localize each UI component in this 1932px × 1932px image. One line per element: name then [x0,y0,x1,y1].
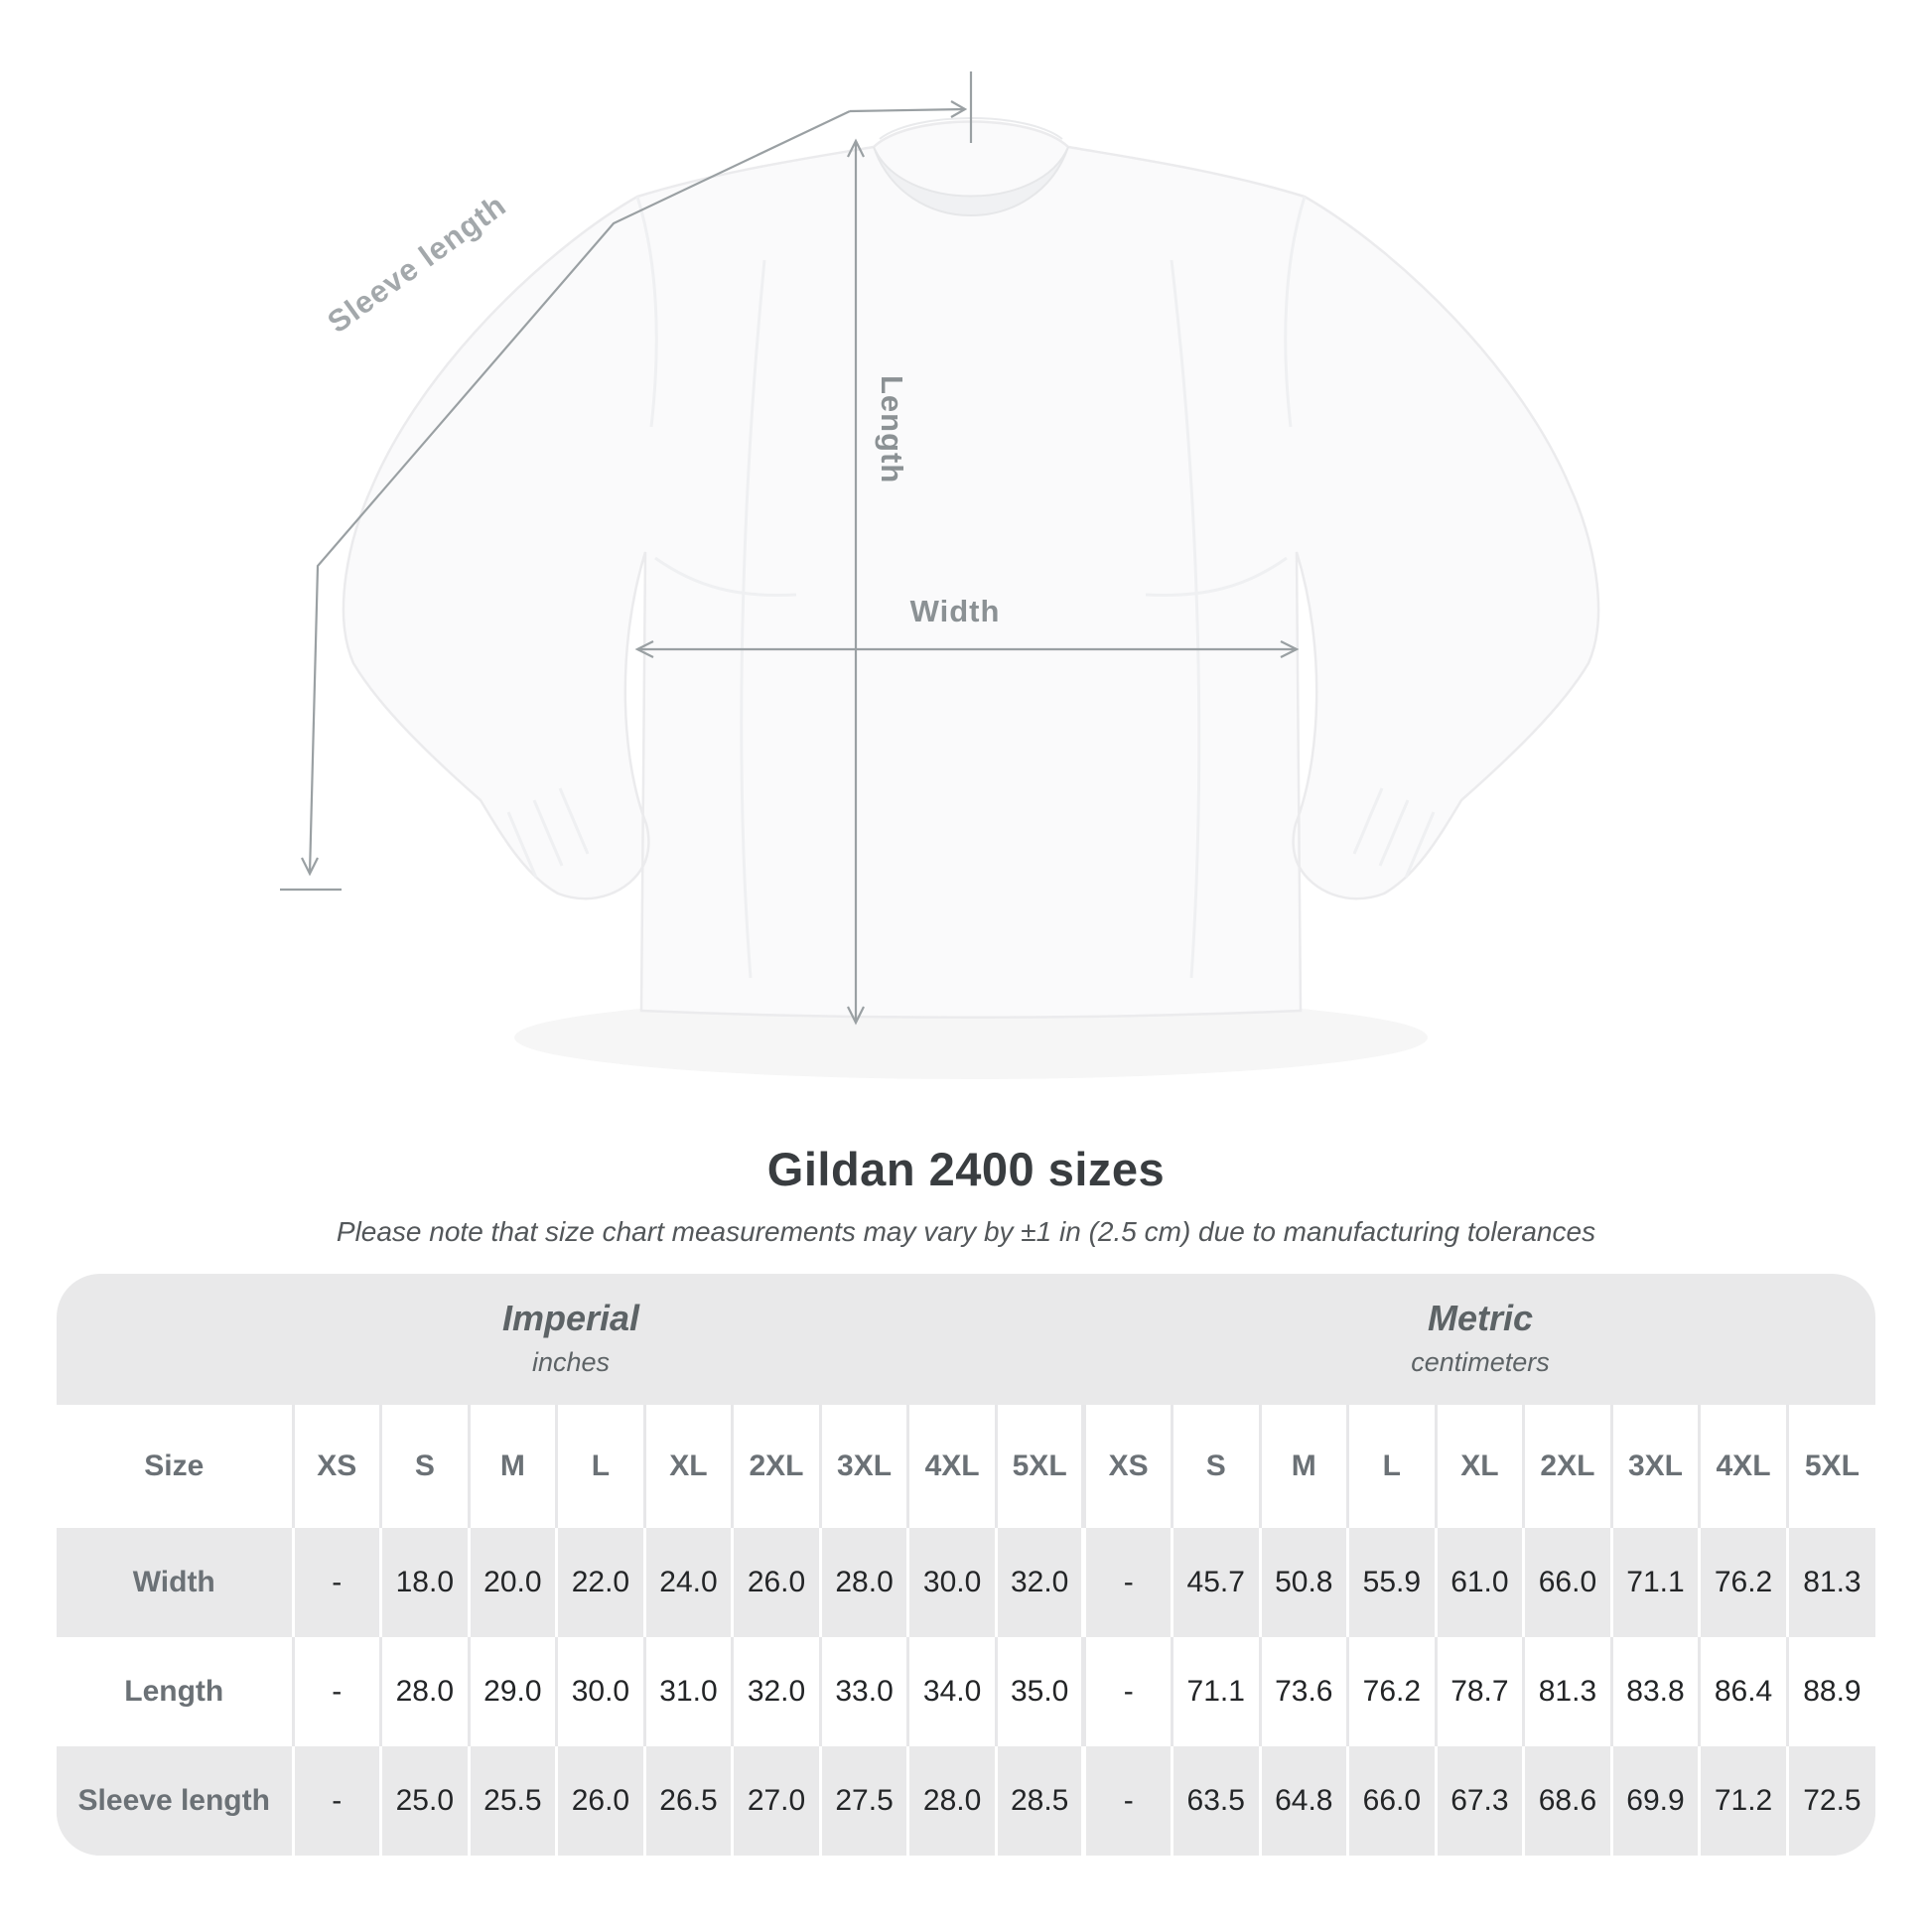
size-header-imperial-3xl: 3XL [820,1405,908,1528]
value-length-imperial-m: 29.0 [469,1637,557,1746]
size-table [57,1274,1875,1856]
row-label-sleeve-length: Sleeve length [77,1784,270,1817]
size-header-metric-3xl: 3XL [1611,1405,1700,1528]
page-title: Gildan 2400 sizes [766,1143,1166,1195]
value-sleeve-length-metric-3xl: 69.9 [1611,1746,1700,1856]
page-subtitle: Please note that size chart measurements may vary by ±1 in (2.5 cm) due to manufacturing tolerances [336,1216,1596,1247]
value-width-imperial-4xl: 30.0 [908,1528,997,1637]
table-row-sleeve-length [57,1746,1875,1856]
value-width-metric-4xl: 76.2 [1700,1528,1788,1637]
value-length-metric-xs: - [1084,1637,1173,1746]
value-length-metric-m: 73.6 [1260,1637,1348,1746]
value-width-metric-2xl: 66.0 [1524,1528,1612,1637]
value-length-imperial-s: 28.0 [381,1637,470,1746]
value-width-imperial-3xl: 28.0 [820,1528,908,1637]
value-length-metric-4xl: 86.4 [1700,1637,1788,1746]
value-length-metric-2xl: 81.3 [1524,1637,1612,1746]
unit-group-metric [1085,1274,1875,1405]
value-sleeve-length-metric-xs: - [1084,1746,1173,1856]
value-width-metric-5xl: 81.3 [1787,1528,1875,1637]
length-label: Length [875,375,909,484]
size-header-imperial-xs: XS [293,1405,381,1528]
value-sleeve-length-imperial-2xl: 27.0 [733,1746,821,1856]
value-length-imperial-4xl: 34.0 [908,1637,997,1746]
size-header-row [57,1405,1875,1528]
unit-band [57,1274,1875,1405]
value-width-metric-3xl: 71.1 [1611,1528,1700,1637]
value-length-metric-s: 71.1 [1172,1637,1260,1746]
value-width-imperial-l: 22.0 [557,1528,645,1637]
row-label-length: Length [124,1675,224,1708]
size-header-metric-m: M [1260,1405,1348,1528]
value-length-metric-l: 76.2 [1348,1637,1437,1746]
value-length-imperial-2xl: 32.0 [733,1637,821,1746]
value-sleeve-length-imperial-m: 25.5 [469,1746,557,1856]
size-header-imperial-l: L [557,1405,645,1528]
value-sleeve-length-imperial-5xl: 28.5 [996,1746,1084,1856]
size-header-imperial-4xl: 4XL [908,1405,997,1528]
value-width-metric-xs: - [1084,1528,1173,1637]
value-width-imperial-xl: 24.0 [644,1528,733,1637]
size-header-imperial-m: M [469,1405,557,1528]
sleeve-length-label: Sleeve length [321,187,513,341]
size-header-metric-4xl: 4XL [1700,1405,1788,1528]
size-header-imperial-2xl: 2XL [733,1405,821,1528]
size-header-metric-xl: XL [1436,1405,1524,1528]
table-row-length [57,1637,1875,1746]
value-sleeve-length-metric-s: 63.5 [1172,1746,1260,1856]
size-header-metric-5xl: 5XL [1787,1405,1875,1528]
value-length-metric-xl: 78.7 [1436,1637,1524,1746]
metric-title: Metric [1427,1298,1534,1338]
row-label-width: Width [132,1566,215,1598]
value-width-metric-m: 50.8 [1260,1528,1348,1637]
value-width-imperial-2xl: 26.0 [733,1528,821,1637]
value-sleeve-length-imperial-xs: - [293,1746,381,1856]
value-sleeve-length-metric-l: 66.0 [1348,1746,1437,1856]
unit-group-imperial [57,1274,1085,1405]
value-length-imperial-xl: 31.0 [644,1637,733,1746]
value-width-imperial-5xl: 32.0 [996,1528,1084,1637]
value-length-imperial-l: 30.0 [557,1637,645,1746]
size-header-imperial-s: S [381,1405,470,1528]
table-row-width [57,1528,1875,1637]
value-width-metric-xl: 61.0 [1436,1528,1524,1637]
value-length-metric-5xl: 88.9 [1787,1637,1875,1746]
value-width-metric-l: 55.9 [1348,1528,1437,1637]
value-length-imperial-3xl: 33.0 [820,1637,908,1746]
measurements-table [57,1405,1875,1856]
shirt-body [344,122,1598,1018]
value-width-imperial-xs: - [293,1528,381,1637]
value-length-imperial-xs: - [293,1637,381,1746]
value-sleeve-length-imperial-4xl: 28.0 [908,1746,997,1856]
value-width-imperial-s: 18.0 [381,1528,470,1637]
size-header-metric-2xl: 2XL [1524,1405,1612,1528]
size-header-metric-s: S [1172,1405,1260,1528]
value-sleeve-length-metric-m: 64.8 [1260,1746,1348,1856]
size-header-metric-xs: XS [1084,1405,1173,1528]
imperial-title: Imperial [501,1298,640,1338]
imperial-unit: inches [531,1347,611,1377]
value-length-metric-3xl: 83.8 [1611,1637,1700,1746]
value-length-imperial-5xl: 35.0 [996,1637,1084,1746]
size-header-metric-l: L [1348,1405,1437,1528]
value-sleeve-length-imperial-3xl: 27.5 [820,1746,908,1856]
value-width-metric-s: 45.7 [1172,1528,1260,1637]
value-sleeve-length-imperial-l: 26.0 [557,1746,645,1856]
size-header-imperial-5xl: 5XL [996,1405,1084,1528]
value-sleeve-length-imperial-s: 25.0 [381,1746,470,1856]
metric-unit: centimeters [1411,1347,1550,1377]
size-column-header: Size [144,1449,205,1482]
value-sleeve-length-metric-5xl: 72.5 [1787,1746,1875,1856]
size-header-imperial-xl: XL [644,1405,733,1528]
value-sleeve-length-metric-4xl: 71.2 [1700,1746,1788,1856]
value-sleeve-length-metric-xl: 67.3 [1436,1746,1524,1856]
value-sleeve-length-imperial-xl: 26.5 [644,1746,733,1856]
value-sleeve-length-metric-2xl: 68.6 [1524,1746,1612,1856]
width-label: Width [909,594,1001,628]
value-width-imperial-m: 20.0 [469,1528,557,1637]
